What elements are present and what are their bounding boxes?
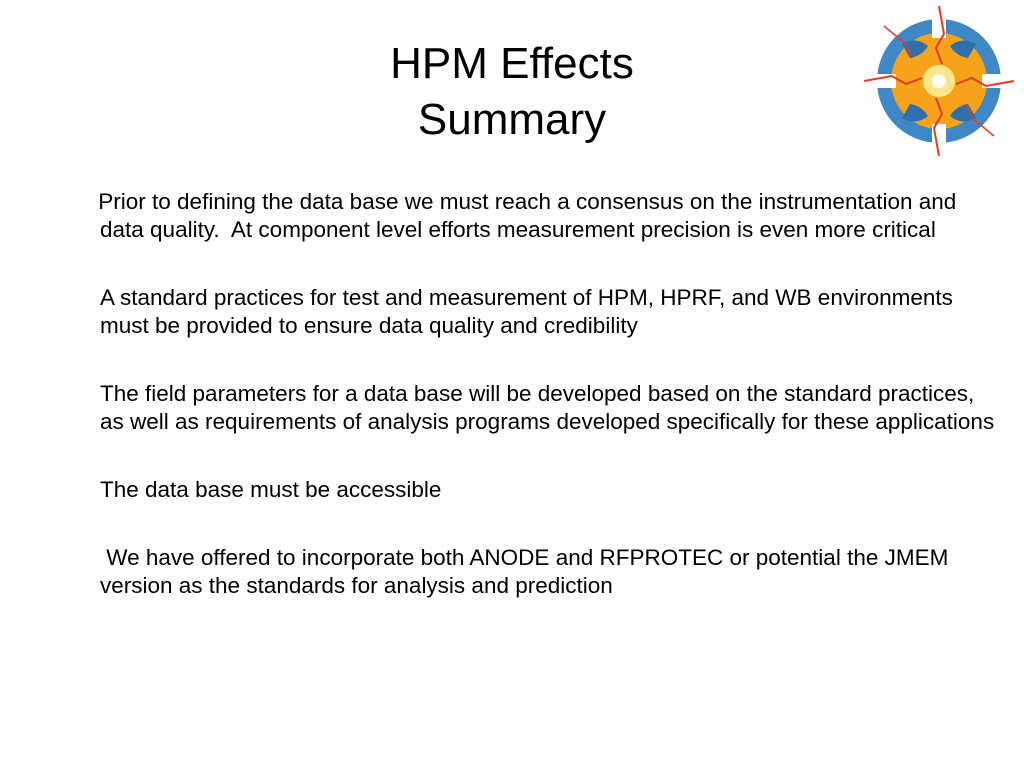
slide-title xyxy=(262,36,762,148)
organization-logo-icon xyxy=(862,4,1016,158)
title-line-1: HPM Effects xyxy=(390,39,634,88)
paragraph-3: The field parameters for a data base will be developed based on the standard practices, as well as requirements of analysis programs developed specifically for these applications xyxy=(100,381,995,434)
paragraph-1: Prior to defining the data base we must reach a consensus on the instrumentation and data quality. At component level efforts measurement precision is even more critical xyxy=(92,189,963,242)
slide-body xyxy=(92,188,1000,640)
paragraph-4: The data base must be accessible xyxy=(100,477,442,502)
logo-center-glow xyxy=(932,74,946,88)
paragraph-2: A standard practices for test and measurement of HPM, HPRF, and WB environments must be provided to ensure data quality and credibility xyxy=(100,285,960,338)
title-line-2: Summary xyxy=(417,95,607,144)
paragraph-5: We have offered to incorporate both ANODE and RFPROTEC or potential the JMEM version as the standards for analysis and prediction xyxy=(100,545,955,598)
